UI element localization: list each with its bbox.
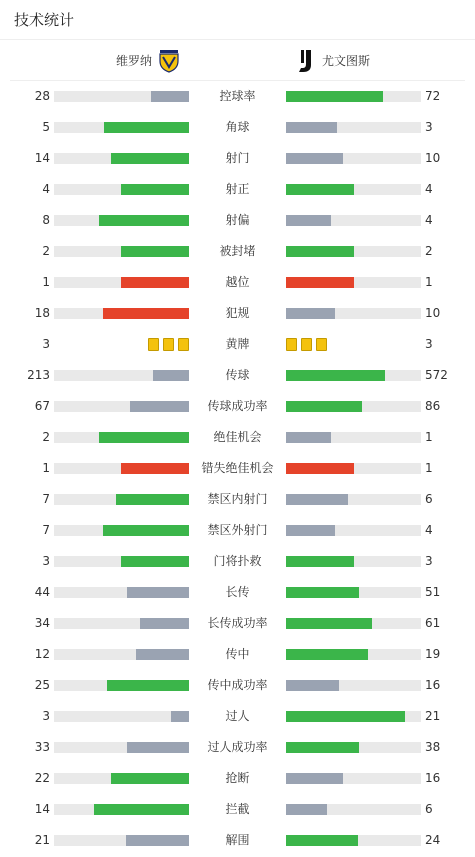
home-stat-bar-fill xyxy=(151,91,189,102)
away-stat-bar-track xyxy=(286,587,421,598)
stat-row xyxy=(0,360,475,391)
away-stat-bar-track xyxy=(286,246,421,257)
stat-label: 错失绝佳机会 xyxy=(201,461,274,475)
away-stat-value: 4 xyxy=(425,182,433,196)
stat-row xyxy=(0,236,475,267)
stat-label: 角球 xyxy=(225,120,250,134)
away-stat-bar-track xyxy=(286,742,421,753)
stat-label: 长传 xyxy=(225,585,250,599)
home-stat-value: 44 xyxy=(34,585,50,599)
home-stat-bar-track xyxy=(54,246,189,257)
away-stat-bar-track xyxy=(286,556,421,567)
home-stat-bar-track xyxy=(54,773,189,784)
stat-label: 传中成功率 xyxy=(207,678,268,692)
away-stat-bar-fill xyxy=(286,463,354,474)
home-stat-value: 14 xyxy=(34,802,50,816)
away-stat-bar-fill xyxy=(286,153,343,164)
home-stat-value: 21 xyxy=(34,833,50,847)
stat-row xyxy=(0,81,475,112)
stat-label: 长传成功率 xyxy=(207,616,268,630)
home-stat-bar-fill xyxy=(111,773,189,784)
home-team-name: 维罗纳 xyxy=(115,54,152,68)
home-team[interactable] xyxy=(116,40,180,81)
home-stat-bar-fill xyxy=(126,835,189,846)
away-stat-bar-track xyxy=(286,277,421,288)
home-stat-bar-fill xyxy=(121,277,189,288)
stat-label: 拦截 xyxy=(225,802,250,816)
hellas-verona-crest-icon xyxy=(158,49,180,73)
home-stat-bar-track xyxy=(54,122,189,133)
home-stat-value: 3 xyxy=(42,554,50,568)
away-stat-bar-track xyxy=(286,711,421,722)
stat-row xyxy=(0,112,475,143)
stat-label: 控球率 xyxy=(219,89,256,103)
home-stat-bar-track xyxy=(54,835,189,846)
stat-row xyxy=(0,422,475,453)
home-stat-bar-fill xyxy=(171,711,189,722)
stat-row xyxy=(0,732,475,763)
stat-row xyxy=(0,794,475,825)
home-stat-bar-fill xyxy=(121,184,189,195)
home-stat-bar-fill xyxy=(99,432,189,443)
home-stat-value: 3 xyxy=(42,337,50,351)
home-stat-value: 7 xyxy=(42,492,50,506)
page-title: 技术统计 xyxy=(0,0,475,40)
away-stat-value: 51 xyxy=(425,585,441,599)
home-stat-bar-track xyxy=(54,804,189,815)
stat-row xyxy=(0,267,475,298)
away-stat-bar-fill xyxy=(286,649,368,660)
away-stat-bar-fill xyxy=(286,804,327,815)
stat-row xyxy=(0,577,475,608)
stat-label: 犯规 xyxy=(225,306,250,320)
away-stat-bar-track xyxy=(286,401,421,412)
away-team[interactable] xyxy=(294,40,370,81)
away-stat-value: 10 xyxy=(425,306,441,320)
away-yellow-cards xyxy=(286,338,327,351)
away-stat-bar-fill xyxy=(286,494,348,505)
home-stat-bar-track xyxy=(54,432,189,443)
away-stat-bar-track xyxy=(286,184,421,195)
home-stat-value: 2 xyxy=(42,244,50,258)
home-stat-value: 5 xyxy=(42,120,50,134)
away-stat-bar-fill xyxy=(286,742,359,753)
home-stat-bar-track xyxy=(54,277,189,288)
away-stat-value: 6 xyxy=(425,802,433,816)
stat-row xyxy=(0,298,475,329)
stat-row xyxy=(0,484,475,515)
home-stat-bar-track xyxy=(54,463,189,474)
away-stat-bar-fill xyxy=(286,432,331,443)
home-stat-value: 3 xyxy=(42,709,50,723)
stat-row xyxy=(0,639,475,670)
home-stat-bar-track xyxy=(54,494,189,505)
away-stat-bar-fill xyxy=(286,773,343,784)
home-stat-bar-track xyxy=(54,401,189,412)
stat-row xyxy=(0,515,475,546)
stat-row xyxy=(0,546,475,577)
stat-label: 黄牌 xyxy=(225,337,250,351)
home-stat-value: 7 xyxy=(42,523,50,537)
away-stat-bar-track xyxy=(286,308,421,319)
away-stat-value: 16 xyxy=(425,771,441,785)
home-stat-value: 18 xyxy=(34,306,50,320)
away-stat-bar-track xyxy=(286,773,421,784)
away-stat-bar-fill xyxy=(286,618,372,629)
stat-label: 禁区内射门 xyxy=(207,492,268,506)
home-stat-bar-track xyxy=(54,618,189,629)
stat-label: 解围 xyxy=(225,833,250,847)
away-stat-bar-track xyxy=(286,370,421,381)
home-stat-bar-track xyxy=(54,308,189,319)
stat-label: 绝佳机会 xyxy=(213,430,262,444)
stat-row xyxy=(0,763,475,794)
home-stat-bar-fill xyxy=(136,649,189,660)
away-stat-bar-track xyxy=(286,680,421,691)
home-stat-bar-track xyxy=(54,711,189,722)
home-stat-bar-fill xyxy=(127,742,189,753)
away-stat-value: 86 xyxy=(425,399,441,413)
home-stat-value: 2 xyxy=(42,430,50,444)
yellow-card-icon xyxy=(163,338,174,351)
away-stat-bar-fill xyxy=(286,711,405,722)
away-stat-bar-fill xyxy=(286,246,354,257)
away-stat-bar-track xyxy=(286,122,421,133)
away-stat-bar-track xyxy=(286,649,421,660)
away-stat-bar-fill xyxy=(286,525,335,536)
home-stat-value: 4 xyxy=(42,182,50,196)
home-stat-bar-fill xyxy=(121,556,189,567)
home-stat-bar-fill xyxy=(104,122,189,133)
home-stat-value: 25 xyxy=(34,678,50,692)
stat-row xyxy=(0,608,475,639)
away-stat-value: 1 xyxy=(425,430,433,444)
home-stat-value: 14 xyxy=(34,151,50,165)
away-stat-value: 24 xyxy=(425,833,441,847)
home-stat-bar-fill xyxy=(153,370,189,381)
home-stat-value: 213 xyxy=(27,368,50,382)
home-yellow-cards xyxy=(148,338,189,351)
away-stat-bar-fill xyxy=(286,401,362,412)
team-header xyxy=(10,40,465,81)
home-stat-bar-track xyxy=(54,680,189,691)
stat-label: 过人 xyxy=(225,709,250,723)
home-stat-value: 22 xyxy=(34,771,50,785)
home-stat-bar-fill xyxy=(107,680,189,691)
away-stat-value: 16 xyxy=(425,678,441,692)
stat-label: 传球成功率 xyxy=(207,399,268,413)
stat-label: 传球 xyxy=(225,368,250,382)
away-stat-value: 3 xyxy=(425,337,433,351)
away-stat-bar-track xyxy=(286,525,421,536)
home-stat-bar-fill xyxy=(111,153,189,164)
home-stat-bar-fill xyxy=(121,246,189,257)
home-stat-bar-track xyxy=(54,649,189,660)
away-stat-bar-fill xyxy=(286,91,383,102)
home-stat-bar-track xyxy=(54,153,189,164)
home-stat-bar-fill xyxy=(103,525,189,536)
home-stat-bar-track xyxy=(54,184,189,195)
away-stat-bar-fill xyxy=(286,308,335,319)
yellow-card-icon xyxy=(301,338,312,351)
stat-row xyxy=(0,825,475,856)
away-stat-value: 4 xyxy=(425,213,433,227)
home-stat-value: 34 xyxy=(34,616,50,630)
juventus-j-logo-icon xyxy=(294,49,316,73)
stat-label: 抢断 xyxy=(225,771,250,785)
stat-label: 门将扑救 xyxy=(213,554,262,568)
stat-row xyxy=(0,143,475,174)
away-stat-value: 4 xyxy=(425,523,433,537)
away-stat-bar-fill xyxy=(286,835,358,846)
stat-row xyxy=(0,453,475,484)
away-team-name: 尤文图斯 xyxy=(322,54,371,68)
yellow-card-icon xyxy=(316,338,327,351)
home-stat-value: 33 xyxy=(34,740,50,754)
home-stat-bar-fill xyxy=(94,804,189,815)
away-stat-value: 6 xyxy=(425,492,433,506)
away-stat-bar-track xyxy=(286,494,421,505)
home-stat-bar-track xyxy=(54,587,189,598)
home-stat-value: 1 xyxy=(42,461,50,475)
away-stat-value: 19 xyxy=(425,647,441,661)
home-stat-value: 12 xyxy=(34,647,50,661)
stat-label: 禁区外射门 xyxy=(207,523,268,537)
away-stat-value: 72 xyxy=(425,89,441,103)
away-stat-value: 21 xyxy=(425,709,441,723)
away-stat-value: 3 xyxy=(425,554,433,568)
yellow-card-icon xyxy=(148,338,159,351)
stat-label: 射正 xyxy=(225,182,250,196)
away-stat-value: 1 xyxy=(425,275,433,289)
away-stat-bar-fill xyxy=(286,277,354,288)
home-stat-bar-fill xyxy=(99,215,189,226)
away-stat-bar-fill xyxy=(286,184,354,195)
home-stat-bar-track xyxy=(54,370,189,381)
home-stat-bar-track xyxy=(54,91,189,102)
stat-row xyxy=(0,205,475,236)
stat-label: 射偏 xyxy=(225,213,250,227)
home-stat-value: 8 xyxy=(42,213,50,227)
away-stat-bar-track xyxy=(286,618,421,629)
stat-label: 射门 xyxy=(225,151,250,165)
home-stat-bar-fill xyxy=(140,618,189,629)
away-stat-bar-track xyxy=(286,432,421,443)
away-stat-bar-track xyxy=(286,804,421,815)
home-stat-value: 28 xyxy=(34,89,50,103)
away-stat-bar-fill xyxy=(286,370,385,381)
yellow-card-icon xyxy=(286,338,297,351)
home-stat-bar-fill xyxy=(116,494,189,505)
away-stat-bar-fill xyxy=(286,587,359,598)
home-stat-bar-fill xyxy=(130,401,189,412)
stat-row xyxy=(0,174,475,205)
stat-label: 过人成功率 xyxy=(207,740,268,754)
home-stat-bar-track xyxy=(54,525,189,536)
away-stat-bar-fill xyxy=(286,680,339,691)
away-stat-value: 3 xyxy=(425,120,433,134)
stat-row xyxy=(0,391,475,422)
home-stat-bar-track xyxy=(54,742,189,753)
away-stat-bar-track xyxy=(286,153,421,164)
away-stat-bar-track xyxy=(286,215,421,226)
home-stat-bar-fill xyxy=(127,587,189,598)
stat-label: 越位 xyxy=(225,275,250,289)
away-stat-value: 572 xyxy=(425,368,448,382)
away-stat-bar-fill xyxy=(286,122,337,133)
away-stat-value: 38 xyxy=(425,740,441,754)
away-stat-value: 10 xyxy=(425,151,441,165)
away-stat-value: 61 xyxy=(425,616,441,630)
stat-row xyxy=(0,329,475,360)
stat-row xyxy=(0,670,475,701)
away-stat-bar-fill xyxy=(286,556,354,567)
home-stat-bar-track xyxy=(54,556,189,567)
away-stat-bar-track xyxy=(286,463,421,474)
away-stat-value: 1 xyxy=(425,461,433,475)
stat-label: 被封堵 xyxy=(219,244,256,258)
home-stat-bar-track xyxy=(54,215,189,226)
home-stat-bar-fill xyxy=(103,308,189,319)
home-stat-value: 67 xyxy=(34,399,50,413)
away-stat-bar-track xyxy=(286,91,421,102)
away-stat-value: 2 xyxy=(425,244,433,258)
home-stat-value: 1 xyxy=(42,275,50,289)
stat-row xyxy=(0,701,475,732)
away-stat-bar-track xyxy=(286,835,421,846)
home-stat-bar-fill xyxy=(121,463,189,474)
away-stat-bar-fill xyxy=(286,215,331,226)
stat-label: 传中 xyxy=(225,647,250,661)
yellow-card-icon xyxy=(178,338,189,351)
